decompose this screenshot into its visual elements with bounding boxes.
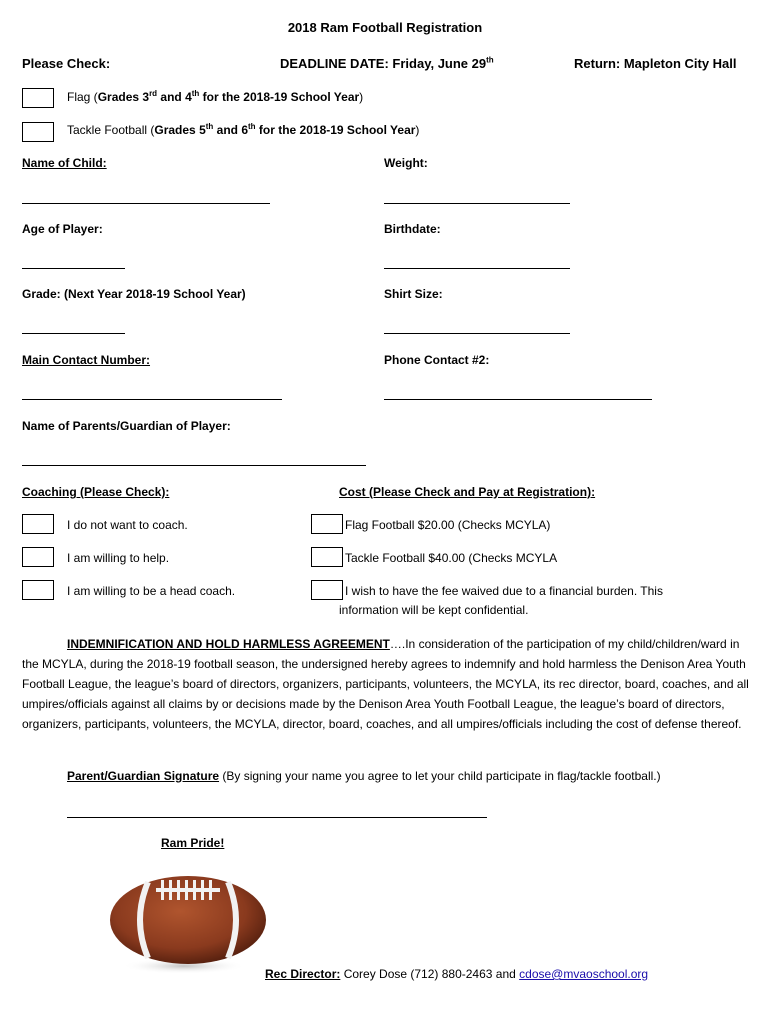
tackle-option-label: Tackle Football (Grades 5th and 6th for the 2018-19 School Year): [67, 122, 420, 137]
cost-waiver-label-line2: information will be kept confidential.: [339, 603, 529, 617]
cost-waiver-checkbox[interactable]: [311, 580, 343, 600]
main-contact-label: Main Contact Number:: [22, 353, 151, 367]
coach-option-help-checkbox[interactable]: [22, 547, 54, 567]
agreement-body: ….In consideration of the participation of my child/children/ward in the MCYLA, during the 2018-19 football season, the undersigned hereby agrees to indemnify and hold harmless the Denison Area Youth Football League, the league’s board of directors, organizers, participants, volunteers, the MCYLA, its rec director, board, coaches, and all umpires/officials against all claims by or decisions made by the Denison Area Youth Football League, the league’s board of directors, organizers, participants, volunteers, the MCYLA, director, board, coaches, and all umpires/officials including the cost of defense thereof.: [22, 637, 749, 731]
please-check-label: Please Check:: [22, 56, 111, 71]
agreement-heading: INDEMNIFICATION AND HOLD HARMLESS AGREEMENT: [67, 637, 390, 651]
phone-contact-2-line[interactable]: [384, 399, 652, 400]
birthdate-label: Birthdate:: [384, 222, 441, 236]
signature-instruction: Parent/Guardian Signature (By signing your name you agree to let your child participate in flag/tackle football.): [67, 769, 661, 783]
signature-label: Parent/Guardian Signature: [67, 769, 220, 783]
deadline-date: DEADLINE DATE: Friday, June 29th: [280, 55, 494, 71]
rec-director-contact: Rec Director: Corey Dose (712) 880-2463 and cdose@mvaoschool.org: [265, 967, 649, 981]
age-of-player-label: Age of Player:: [22, 222, 103, 236]
cost-tackle-label: Tackle Football $40.00 (Checks MCYLA: [345, 551, 558, 565]
parents-line[interactable]: [22, 465, 366, 466]
page-title: 2018 Ram Football Registration: [287, 20, 483, 35]
cost-waiver-label: I wish to have the fee waived due to a financial burden. This: [345, 584, 663, 598]
cost-flag-label: Flag Football $20.00 (Checks MCYLA): [345, 518, 551, 532]
weight-line[interactable]: [384, 203, 570, 204]
coach-option-none-checkbox[interactable]: [22, 514, 54, 534]
cost-flag-checkbox[interactable]: [311, 514, 343, 534]
grade-label: Grade: (Next Year 2018-19 School Year): [22, 287, 246, 301]
phone-contact-2-label: Phone Contact #2:: [384, 353, 490, 367]
main-contact-line[interactable]: [22, 399, 282, 400]
director-email-link[interactable]: cdose@mvaoschool.org: [519, 967, 649, 981]
name-of-child-line[interactable]: [22, 203, 270, 204]
coach-option-help-label: I am willing to help.: [67, 551, 170, 565]
cost-heading: Cost (Please Check and Pay at Registration):: [339, 485, 596, 499]
flag-option-label: Flag (Grades 3rd and 4th for the 2018-19 School Year): [67, 89, 364, 104]
age-line[interactable]: [22, 268, 125, 269]
cost-tackle-checkbox[interactable]: [311, 547, 343, 567]
return-location: Return: Mapleton City Hall: [574, 56, 737, 71]
birthdate-line[interactable]: [384, 268, 570, 269]
tackle-checkbox[interactable]: [22, 122, 54, 142]
coach-option-head-checkbox[interactable]: [22, 580, 54, 600]
indemnification-agreement: [22, 634, 752, 734]
coaching-heading: Coaching (Please Check):: [22, 485, 170, 499]
parents-label: Name of Parents/Guardian of Player:: [22, 419, 231, 433]
weight-label: Weight:: [384, 156, 428, 170]
flag-checkbox[interactable]: [22, 88, 54, 108]
coach-option-none-label: I do not want to coach.: [67, 518, 188, 532]
football-image: [108, 870, 270, 978]
shirt-size-line[interactable]: [384, 333, 570, 334]
shirt-size-label: Shirt Size:: [384, 287, 443, 301]
grade-line[interactable]: [22, 333, 125, 334]
rec-director-label: Rec Director:: [265, 967, 341, 981]
ram-pride-text: Ram Pride!: [161, 836, 225, 850]
name-of-child-label: Name of Child:: [22, 156, 107, 170]
signature-line[interactable]: [67, 817, 487, 818]
coach-option-head-label: I am willing to be a head coach.: [67, 584, 236, 598]
